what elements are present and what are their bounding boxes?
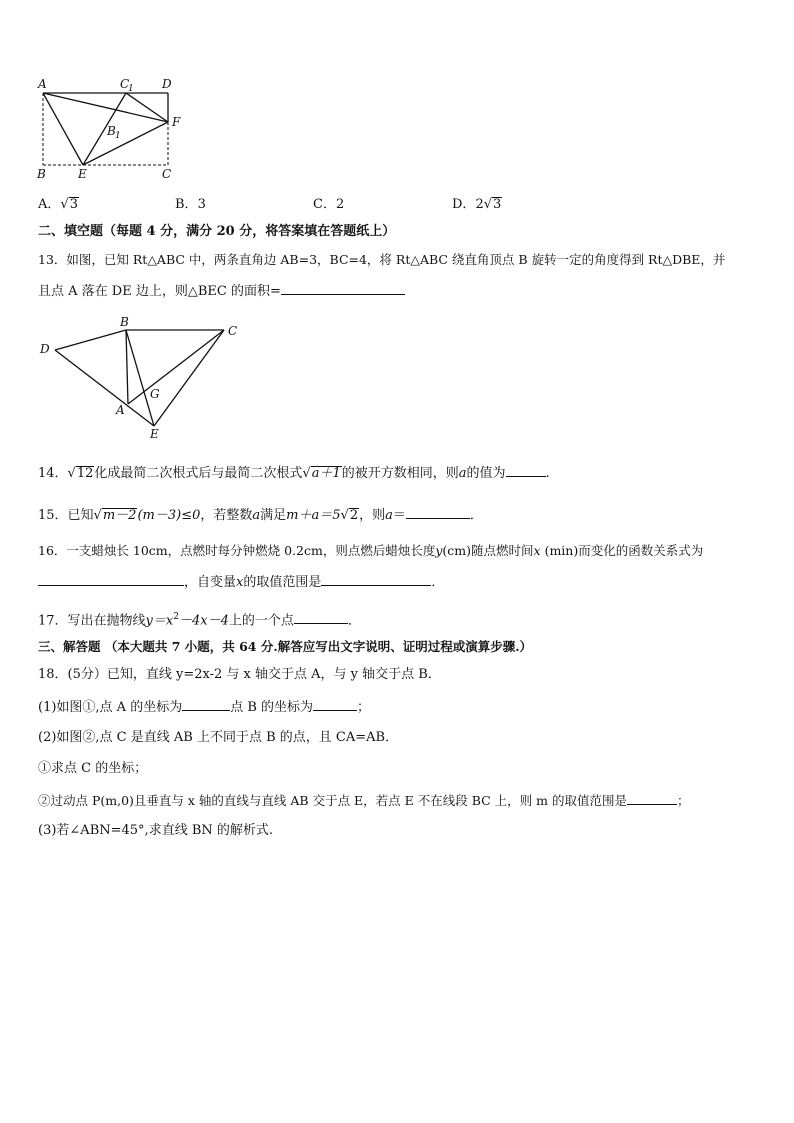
q13-line1: 13．如图，已知 Rt△ABC 中，两条直角边 AB=3，BC=4，将 Rt△ABC 绕直角顶点 B 旋转一定的角度得到 Rt△DBE，并 [38, 252, 726, 267]
q16-line2: ，自变量x的取值范围是 ． [38, 573, 444, 591]
q13-line2: 且点 A 落在 DE 边上，则△BEC 的面积= [38, 282, 405, 300]
q18-line4: ①求点 C 的坐标； [38, 761, 148, 776]
line-a-e [43, 93, 83, 165]
section-fill-blank-title: 二、填空题（每题 4 分，满分 20 分，将答案填在答题纸上） [38, 224, 396, 239]
line-d-e [55, 350, 154, 426]
q18-point-a-blank[interactable] [182, 698, 230, 711]
q17: 17．写出在抛物线$y=x^2-4x-4$上的一个点 ． [38, 612, 361, 629]
line-a-f [43, 93, 168, 122]
q17-answer-blank[interactable] [294, 611, 348, 624]
q14: 14．√12化成最简二次根式后与最简二次根式√a＋1的被开方数相同，则a的值为 . [38, 466, 550, 481]
q13-answer-blank[interactable] [281, 282, 405, 295]
label-g: G [150, 387, 160, 401]
label-c: C [228, 324, 238, 338]
figure-rectangle-fold [0, 0, 794, 200]
line-b-e [126, 330, 154, 426]
label-d: D [40, 342, 50, 356]
label-f: F [172, 115, 181, 129]
label-b1-sub: 1 [115, 131, 121, 141]
q15-answer-blank[interactable] [406, 506, 470, 519]
option-c: C．2 [313, 197, 345, 212]
q16-range-blank[interactable] [321, 573, 431, 586]
label-e: E [78, 167, 87, 181]
q18-line3: (2)如图②,点 C 是直线 AB 上不同于点 B 的点，且 CA=AB． [38, 730, 399, 745]
q18-m-range-blank[interactable] [627, 792, 677, 805]
option-d: D．2√3 [452, 197, 502, 212]
section-answer-title: 三、解答题 （本大题共 7 小题，共 64 分.解答应写出文字说明、证明过程或演算步骤.） [38, 639, 533, 654]
label-b: B [37, 167, 46, 181]
q18-point-b-blank[interactable] [313, 698, 357, 711]
label-a: A [38, 77, 47, 91]
q16-function-blank[interactable] [38, 573, 184, 586]
line-b-a [126, 330, 128, 404]
q14-answer-blank[interactable] [506, 464, 546, 477]
figure-rotated-triangles [0, 300, 794, 450]
label-c1: C [120, 77, 130, 91]
q18-line6: (3)若∠ABN=45°,求直线 BN 的解析式. [38, 823, 274, 838]
line-a-c [128, 330, 224, 404]
option-a: A．√3 [38, 197, 78, 212]
label-b: B [120, 315, 129, 329]
label-a: A [116, 403, 125, 417]
q18-line2: (1)如图①,点 A 的坐标为 点 B 的坐标为 ； [38, 700, 371, 715]
label-b1: B [107, 124, 116, 138]
q18-line5: ②过动点 P(m,0)且垂直与 x 轴的直线与直线 AB 交于点 E，若点 E 不在线段 BC 上，则 m 的取值范围是 ； [38, 793, 690, 808]
option-b: B．3 [175, 197, 206, 212]
label-c1-sub: 1 [128, 84, 134, 94]
label-e: E [150, 427, 159, 441]
q16-line1: 16．一支蜡烛长 10cm，点燃时每分钟燃烧 0.2cm，则点燃后蜡烛长度y(cm)随点燃时间x (min)而变化的函数关系式为 [38, 543, 704, 558]
line-c-e [154, 330, 224, 426]
q18-line1: 18．(5分）已知，直线 y=2x-2 与 x 轴交于点 A，与 y 轴交于点 B． [38, 667, 441, 682]
q15: 15．已知√m－2(m－3)≤0，若整数a满足m＋a＝5√2，则a＝ ． [38, 508, 483, 523]
line-d-b [55, 330, 126, 350]
label-d: D [162, 77, 172, 91]
label-c: C [162, 167, 172, 181]
